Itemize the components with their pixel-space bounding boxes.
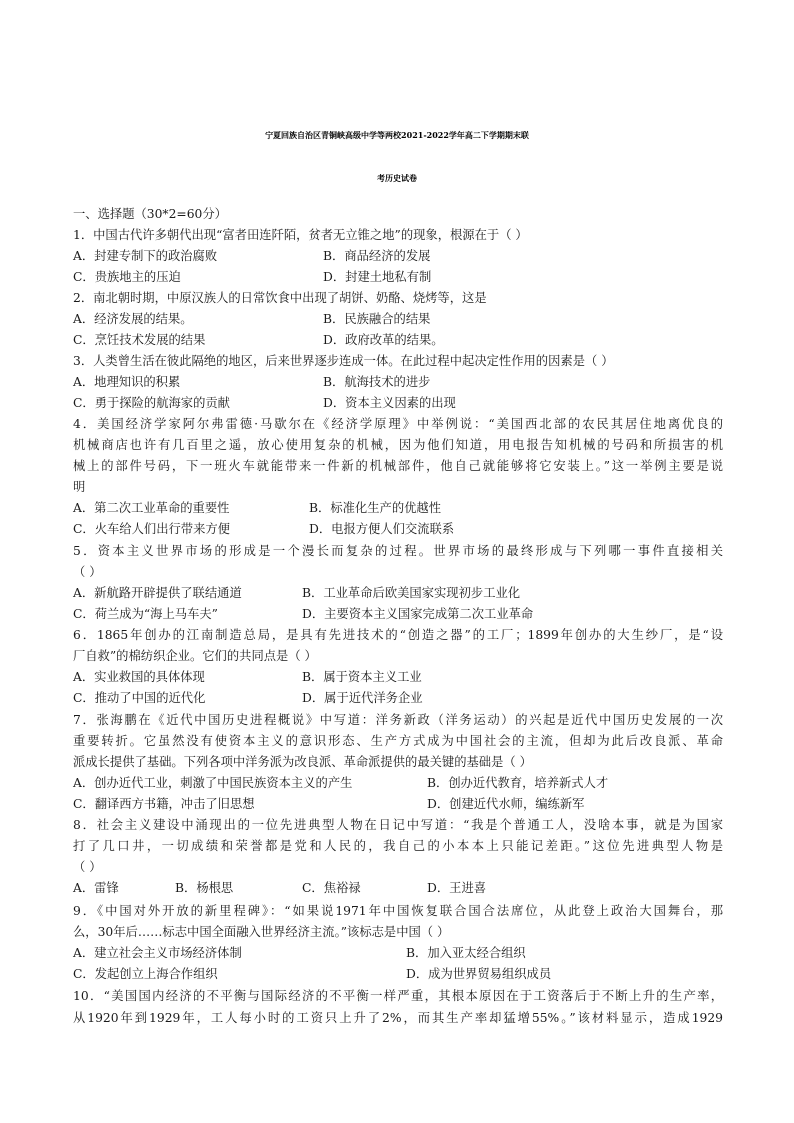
q2-option-a: A．经济发展的结果。: [73, 312, 193, 326]
q8-option-a: A．雷锋: [73, 881, 119, 895]
q6-option-b: B．属于资本主义工业: [302, 670, 422, 684]
exam-title-line2: 考历史试卷: [377, 173, 417, 183]
q7-option-d: D．创建近代水师，编练新军: [427, 797, 585, 811]
q2-option-c: C．烹饪技术发展的结果: [73, 333, 206, 347]
q9-stem-line1: 9．《中国对外开放的新里程碑》：“如果说1971年中国恢复联合国合法席位，从此登上政治大国舞台，那: [73, 904, 723, 918]
q2-option-d: D．政府改革的结果。: [323, 333, 444, 347]
q8-stem-line1: 8．社会主义建设中涌现出的一位先进典型人物在日记中写道：“我是个普通工人，没啥本事，就是为国家: [73, 818, 723, 832]
q7-stem-line1: 7．张海鹏在《近代中国历史进程概说》中写道：洋务新政（洋务运动）的兴起是近代中国历史发展的一次: [73, 713, 723, 727]
q1-option-c: C．贵族地主的压迫: [73, 270, 181, 284]
q5-option-c: C．荷兰成为“海上马车夫”: [73, 607, 218, 621]
q6-stem-line2: 厂自救”的棉纺织企业。它们的共同点是（ ）: [73, 649, 317, 663]
exam-title-line1: 宁夏回族自治区青铜峡高级中学等两校2021-2022学年高二下学期期末联: [265, 130, 529, 140]
q8-stem-line3: （ ）: [73, 860, 102, 874]
q5-stem-line2: （ ）: [73, 565, 102, 579]
q3-stem: 3．人类曾生活在彼此隔绝的地区，后来世界逐步连成一体。在此过程中起决定性作用的因素是（ ）: [73, 354, 614, 368]
q3-option-a: A．地理知识的积累: [73, 375, 181, 389]
q4-stem-line4: 明: [73, 480, 86, 494]
q4-option-c: C．火车给人们出行带来方便: [73, 522, 230, 536]
q5-stem-line1: 5．资本主义世界市场的形成是一个漫长而复杂的过程。世界市场的最终形成与下列哪一事件直接相关: [73, 544, 723, 558]
q5-option-b: B．工业革命后欧美国家实现初步工业化: [302, 586, 521, 600]
q2-option-b: B．民族融合的结果: [323, 312, 431, 326]
q3-option-d: D．资本主义因素的出现: [323, 396, 456, 410]
q8-stem-line2: 打了几口井，一切成绩和荣誉都是党和人民的，我自己的小本本上只能记差距。”这位先进典型人物是: [73, 839, 723, 853]
q6-option-a: A．实业救国的具体体现: [73, 670, 205, 684]
q2-stem: 2．南北朝时期，中原汉族人的日常饮食中出现了胡饼、奶酪、烧烤等，这是: [73, 291, 487, 305]
q7-option-b: B．创办近代教育，培养新式人才: [427, 776, 609, 790]
q1-option-d: D．封建土地私有制: [323, 270, 432, 284]
q4-option-b: B．标准化生产的优越性: [309, 501, 442, 515]
q10-stem-line1: 10．“美国国内经济的不平衡与国际经济的不平衡一样严重，其根本原因在于工资落后于不断上升的生产率，: [73, 989, 723, 1003]
q6-stem-line1: 6．1865年创办的江南制造总局，是具有先进技术的“创造之器”的工厂；1899年创办的大生纱厂，是“设: [73, 628, 723, 642]
q1-option-b: B．商品经济的发展: [323, 249, 431, 263]
q4-stem-line3: 械上的部件号码，下一班火车就能带来一件新的机械部件，他自己就能够将它安装上。”这一举例主要是说: [73, 459, 723, 473]
q9-option-b: B．加入亚太经合组织: [406, 946, 526, 960]
q1-option-a: A．封建专制下的政治腐败: [73, 249, 218, 263]
q9-option-a: A．建立社会主义市场经济体制: [73, 946, 242, 960]
q3-option-c: C．勇于探险的航海家的贡献: [73, 396, 230, 410]
q4-option-d: D．电报方便人们交流联系: [309, 522, 455, 536]
q6-option-c: C．推动了中国的近代化: [73, 691, 206, 705]
q7-option-c: C．翻译西方书籍，冲击了旧思想: [73, 797, 255, 811]
q10-stem-line2: 从1920年到1929年，工人每小时的工资只上升了2%，而其生产率却猛增55%。”该材料显示，造成1929: [73, 1011, 723, 1025]
section-heading: 一、选择题（30*2=60分）: [73, 207, 227, 221]
q8-option-d: D．王进喜: [427, 881, 487, 895]
q8-option-c: C．焦裕禄: [302, 881, 361, 895]
q6-option-d: D．属于近代洋务企业: [302, 691, 423, 705]
q9-option-d: D．成为世界贸易组织成员: [406, 967, 552, 981]
q7-option-a: A．创办近代工业，刺激了中国民族资本主义的产生: [73, 776, 353, 790]
q1-stem: 1．中国古代许多朝代出现“富者田连阡陌，贫者无立锥之地”的现象，根源在于（ ）: [73, 228, 528, 242]
q4-option-a: A．第二次工业革命的重要性: [73, 501, 230, 515]
q5-option-d: D．主要资本主义国家完成第二次工业革命: [302, 607, 534, 621]
q4-stem-line1: 4．美国经济学家阿尔弗雷德·马歇尔在《经济学原理》中举例说：“美国西北部的农民其居住地离优良的: [73, 417, 723, 431]
q9-stem-line2: 么，30年后……标志中国全面融入世界经济主流。”该标志是中国（ ）: [73, 925, 450, 939]
q5-option-a: A．新航路开辟提供了联结通道: [73, 586, 242, 600]
q3-option-b: B．航海技术的进步: [323, 375, 431, 389]
q8-option-b: B．杨根思: [175, 881, 234, 895]
q7-stem-line3: 派成长提供了基础。下列各项中洋务派为改良派、革命派提供的最关键的基础是（ ）: [73, 755, 532, 769]
q7-stem-line2: 重要转折。它虽然没有使资本主义的意识形态、生产方式成为中国社会的主流，但却为此后改良派、革命: [73, 734, 723, 748]
q4-stem-line2: 机械商店也许有几百里之遥，放心使用复杂的机械，因为他们知道，用电报告知机械的号码和所损害的机: [73, 438, 723, 452]
q9-option-c: C．发起创立上海合作组织: [73, 967, 218, 981]
